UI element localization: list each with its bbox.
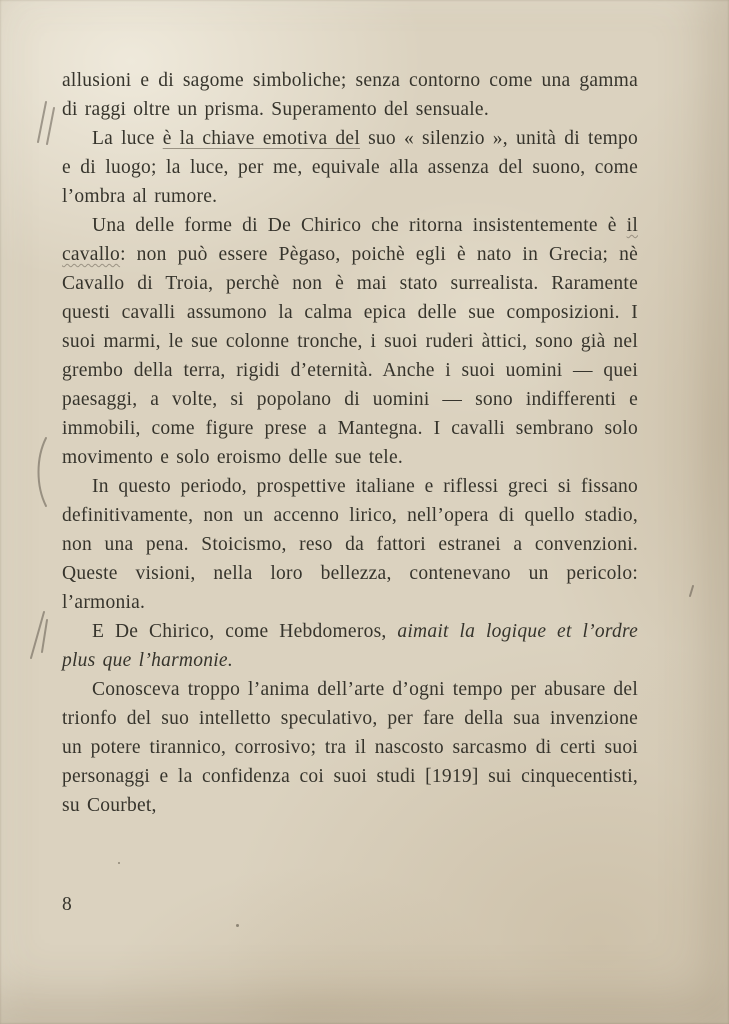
italic-text: aimait la logique et l’ordre plus que l’harmonie. — [62, 621, 638, 671]
text-segment: : non può essere Pègaso, poichè egli è nato in Grecia; nè Cavallo di Troia, perchè non è mai stato surrealista. Raramente questi cavalli assumono la calma epica delle sue composizioni. I suoi marmi, le sue colonne tronche, i suoi ruderi àttici, sono già nel grembo della terra, rigidi d’eternità. Anche i suoi uomini — quei paesaggi, a volte, si popolano di uomini — sono indifferenti e immobili, come figure prese a Mantegna. I cavalli sembrano solo movimento e solo eroismo delle sue tele. — [62, 244, 638, 468]
text-segment: In questo periodo, prospettive italiane e riflessi greci si fissano definitivamente, non un accenno lirico, nell’opera di quello stadio, non una pena. Stoicismo, reso da fattori estranei a convenzioni. Queste visioni, nella loro bellezza, contenevano un pericolo: l’armonia. — [62, 476, 638, 613]
paragraph — [62, 675, 638, 820]
text-segment: E De Chirico, come Hebdomeros, — [92, 621, 398, 642]
paper-speck-2 — [118, 862, 120, 864]
page-number: 8 — [62, 894, 72, 915]
paragraph — [62, 472, 638, 617]
text-segment: Una delle forme di De Chirico che ritorna insistentemente è — [92, 215, 627, 236]
paper-speck-1 — [236, 924, 239, 927]
text-segment: allusioni e di sagome simboliche; senza contorno come una gamma di raggi oltre un prisma. Superamento del sensuale. — [62, 70, 638, 120]
paragraph — [62, 66, 638, 124]
paragraph — [62, 211, 638, 472]
page-text — [62, 66, 638, 820]
pencil-underlined-text: il cavallo — [62, 215, 638, 265]
paragraph — [62, 124, 638, 211]
pencil-underlined-text: è la chiave emotiva del — [162, 128, 360, 149]
paragraph — [62, 617, 638, 675]
text-segment: Conosceva troppo l’anima dell’arte d’ogni tempo per abusare del trionfo del suo intelletto speculativo, per fare della sua invenzione un potere tirannico, corrosivo; tra il nascosto sarcasmo di certi suoi personaggi e la confidenza coi suoi studi [1919] sui cinquecentisti, su Courbet, — [62, 679, 638, 816]
text-segment: La luce — [92, 128, 163, 149]
text-segment: suo « silenzio », unità di tempo e di luogo; la luce, per me, equivale alla assenza del suono, come l’ombra al rumore. — [62, 128, 639, 207]
